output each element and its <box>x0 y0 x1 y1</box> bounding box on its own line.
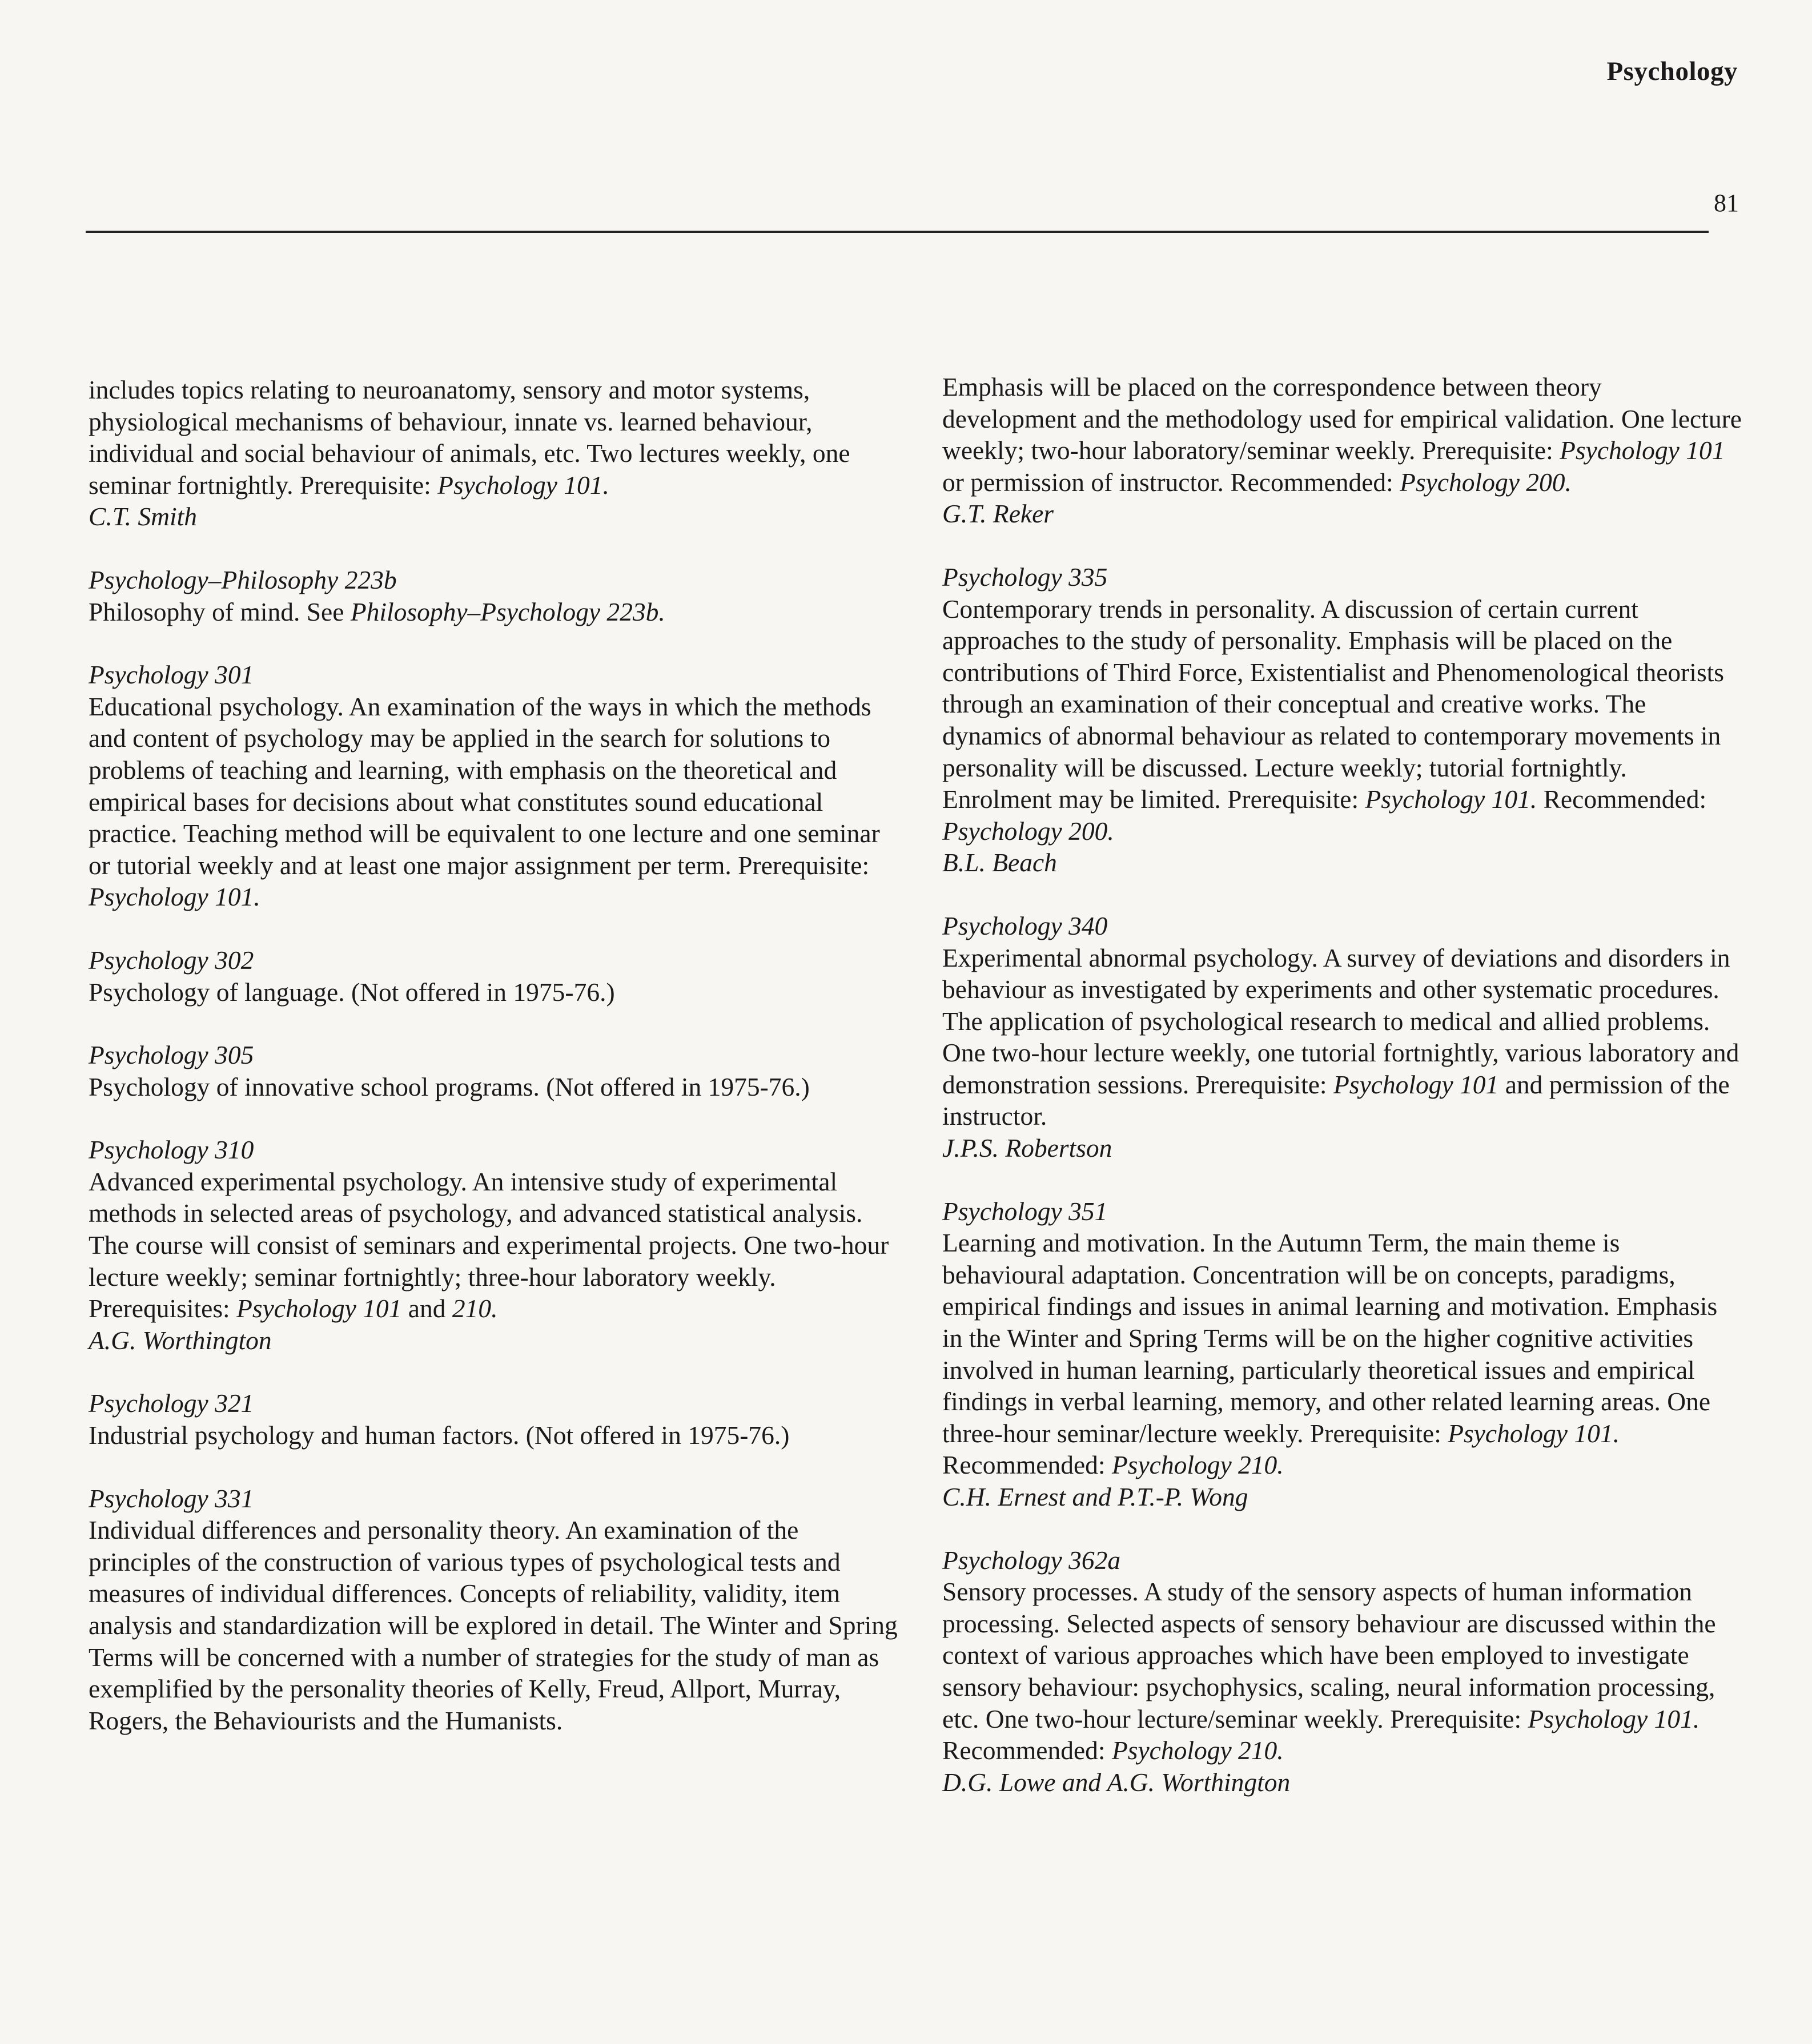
course-title: Psychology 351 <box>942 1196 1108 1226</box>
course-description: Individual differences and personality theory. An examination of the principles of the construction of various types of psychological tests and measures of individual differences. Concepts of reliability, validity, item analysis and standardization will be explored in detail. The Winter and Spring Terms will be concerned with a number of strategies for the study of man as exemplified by the personality theories of Kelly, Freud, Allport, Murray, Rogers, the Behaviourists and the Humanists. <box>89 1515 898 1735</box>
instructor: C.T. Smith <box>89 502 198 532</box>
course-description: Contemporary trends in personality. A discussion of certain current approaches to the study of personality. Emphasis will be placed on the contributions of Third Force, Existentialist and Phenomenological theorists through an examination of their conceptual and creative works. The dynamics of abnormal behaviour as related to contemporary movements in personality will be discussed. Lecture weekly; tutorial fortnightly. Enrolment may be limited. Prerequisite: Psychology 101. Recommended: Psychology 200. <box>942 594 1724 846</box>
course-description: Advanced experimental psychology. An intensive study of experimental methods in selected areas of psychology, and advanced statistical analysis. The course will consist of seminars and experimental projects. One two-hour lecture weekly; seminar fortnightly; three-hour laboratory weekly. Prerequisites: Psychology 101 and 210. <box>89 1166 889 1323</box>
course-description: includes topics relating to neuroanatomy, sensory and motor systems, physiological mechanisms of behaviour, innate vs. learned behaviour, individual and social behaviour of animals, etc. Two lectures weekly, one seminar fortnightly. Prerequisite: Psychology 101. <box>89 375 850 500</box>
course-title: Psychology 335 <box>942 562 1108 592</box>
course-title: Psychology 302 <box>89 945 254 975</box>
course-entry-psych-302 <box>89 944 905 1008</box>
course-title: Psychology 305 <box>89 1040 254 1070</box>
header-rule <box>86 231 1709 233</box>
course-entry-psych-331 <box>89 1483 905 1737</box>
course-entry-psych-321 <box>89 1387 905 1451</box>
course-description: Learning and motivation. In the Autumn Term, the main theme is behavioural adaptation. Concentration will be on concepts, paradigms, empirical findings and issues in animal learning and motivation. Emphasis in the Winter and Spring Terms will be on the higher cognitive activities involved in human learning, particularly theoretical issues and empirical findings in verbal learning, memory, and other related learning areas. One three-hour seminar/lecture weekly. Prerequisite: Psychology 101. Recommended: Psychology 210. <box>942 1228 1718 1480</box>
course-entry-psych-310 <box>89 1134 905 1356</box>
course-title: Psychology 310 <box>89 1135 254 1165</box>
course-entry-psych-305 <box>89 1039 905 1103</box>
prerequisite: Psychology 101 <box>1560 436 1725 465</box>
recommended: Psychology 210. <box>1111 1736 1284 1765</box>
course-description: Experimental abnormal psychology. A survey of deviations and disorders in behaviour as investigated by experiments and other systematic procedures. The application of psychological research to medical and allied problems. One two-hour lecture weekly, one tutorial fortnightly, various laboratory and demonstration sessions. Prerequisite: Psychology 101 and permission of the instructor. <box>942 943 1739 1131</box>
course-entry-continuation-right <box>942 371 1742 530</box>
recommended: Psychology 200. <box>1400 467 1572 497</box>
recommended: Psychology 200. <box>942 816 1114 846</box>
instructor: D.G. Lowe and A.G. Worthington <box>942 1767 1291 1797</box>
course-description: Psychology of innovative school programs. (Not offered in 1975-76.) <box>89 1072 810 1101</box>
instructor: J.P.S. Robertson <box>942 1133 1112 1163</box>
prerequisite: Psychology 101. <box>89 882 260 912</box>
course-description: Educational psychology. An examination of the ways in which the methods and content of psychology may be applied in the search for solutions to problems of teaching and learning, with emphasis on the theoretical and empirical bases for decisions about what constitutes sound educational practice. Teaching method will be equivalent to one lecture and one seminar or tutorial weekly and at least one major assignment per term. Prerequisite: Psychology 101. <box>89 691 880 912</box>
course-title: Psychology–Philosophy 223b <box>89 565 397 594</box>
course-entry-continuation-left <box>89 374 905 533</box>
course-description: Emphasis will be placed on the correspondence between theory development and the methodology used for empirical validation. One lecture weekly; two-hour laboratory/seminar weekly. Prerequisite: Psychology 101 or permission of instructor. Recommended: Psychology 200. <box>942 372 1742 497</box>
course-title: Psychology 362a <box>942 1545 1121 1575</box>
course-description: Industrial psychology and human factors. (Not offered in 1975-76.) <box>89 1421 790 1450</box>
prerequisite: Psychology 101 <box>236 1294 402 1323</box>
left-column <box>89 374 905 1768</box>
course-entry-psych-351 <box>942 1196 1742 1513</box>
course-description: Sensory processes. A study of the sensory aspects of human information processing. Selected aspects of sensory behaviour are discussed within the context of various approaches which have been employed to investigate sensory behaviour: psychophysics, scaling, neural information processing, etc. One two-hour lecture/seminar weekly. Prerequisite: Psychology 101. Recommended: Psychology 210. <box>942 1577 1716 1765</box>
course-title: Psychology 331 <box>89 1483 254 1513</box>
prerequisite: Psychology 101. <box>1448 1418 1620 1448</box>
course-entry-psych-340 <box>942 910 1742 1164</box>
prerequisite: Psychology 101. <box>1365 784 1537 814</box>
instructor: G.T. Reker <box>942 499 1054 529</box>
prerequisite: Psychology 101. <box>437 470 609 500</box>
prerequisite: Psychology 101. <box>1528 1704 1700 1733</box>
prerequisite: 210. <box>452 1294 498 1323</box>
course-title: Psychology 321 <box>89 1389 254 1418</box>
course-entry-psych-362a <box>942 1544 1742 1798</box>
running-head: Psychology <box>1606 57 1738 86</box>
prerequisite: Psychology 101 <box>1333 1069 1499 1099</box>
course-description: Philosophy of mind. See Philosophy–Psychology 223b. <box>89 597 665 626</box>
course-title: Psychology 301 <box>89 660 254 690</box>
course-entry-psych-phil-223b <box>89 564 905 627</box>
page-number: 81 <box>1714 189 1739 217</box>
cross-reference: Philosophy–Psychology 223b. <box>350 597 665 626</box>
course-description: Psychology of language. (Not offered in 1975-76.) <box>89 977 615 1007</box>
instructor: B.L. Beach <box>942 848 1057 878</box>
recommended: Psychology 210. <box>1111 1450 1284 1480</box>
course-entry-psych-301 <box>89 659 905 913</box>
right-column <box>942 371 1742 1829</box>
instructor: A.G. Worthington <box>89 1325 272 1355</box>
course-title: Psychology 340 <box>942 911 1108 940</box>
course-entry-psych-335 <box>942 561 1742 879</box>
instructor: C.H. Ernest and P.T.-P. Wong <box>942 1482 1248 1511</box>
